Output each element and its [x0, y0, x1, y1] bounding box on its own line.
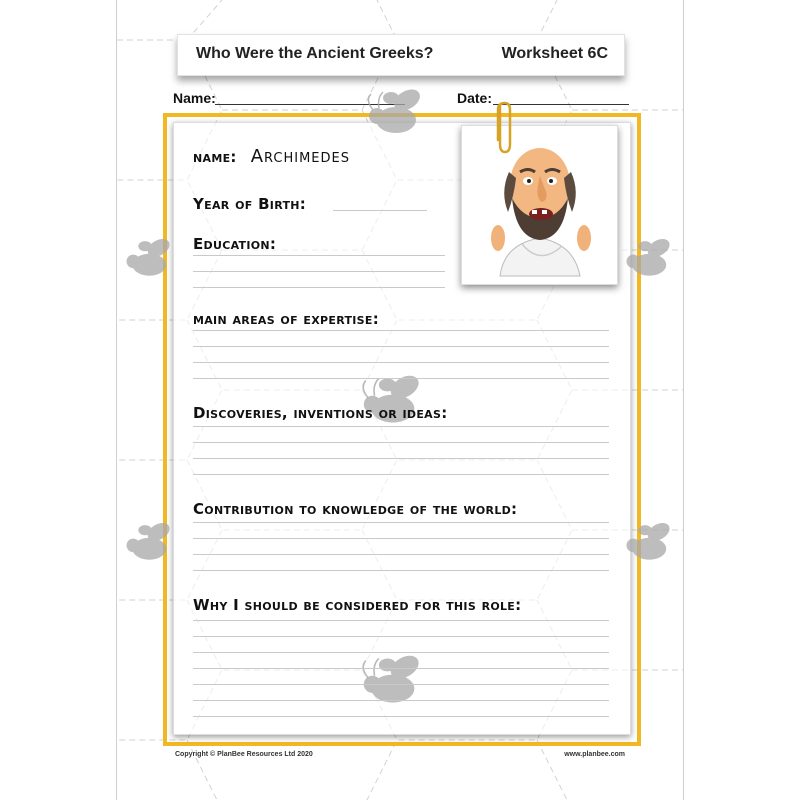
year-of-birth-line[interactable] — [333, 210, 427, 211]
worksheet-title: Who Were the Ancient Greeks? — [196, 45, 434, 62]
bee-icon — [121, 236, 181, 280]
why-considered-line[interactable] — [193, 700, 609, 701]
expertise-line[interactable] — [193, 330, 609, 331]
education-line[interactable] — [193, 271, 445, 272]
contribution-line[interactable] — [193, 554, 609, 555]
education-label: Education: — [193, 235, 277, 253]
why-considered-line[interactable] — [193, 652, 609, 653]
paperclip-icon — [493, 100, 515, 156]
expertise-line[interactable] — [193, 378, 609, 379]
profile-name-value: Archimedes — [250, 146, 350, 167]
worksheet-number: Worksheet 6C — [501, 45, 608, 62]
why-considered-label: Why I should be considered for this role: — [193, 596, 522, 614]
year-of-birth-label: Year of Birth: — [193, 195, 307, 213]
why-considered-line[interactable] — [193, 668, 609, 669]
bee-icon — [121, 520, 181, 564]
name-row — [193, 146, 350, 167]
education-line[interactable] — [193, 255, 445, 256]
worksheet-header — [177, 34, 625, 76]
contribution-line[interactable] — [193, 522, 609, 523]
copyright-text: Copyright © PlanBee Resources Ltd 2020 — [175, 751, 313, 758]
why-considered-line[interactable] — [193, 620, 609, 621]
discoveries-line[interactable] — [193, 442, 609, 443]
bee-icon — [363, 86, 433, 138]
archimedes-portrait — [462, 126, 617, 284]
expertise-label: main areas of expertise: — [193, 310, 380, 328]
website-link[interactable]: www.planbee.com — [564, 751, 625, 758]
contribution-line[interactable] — [193, 570, 609, 571]
discoveries-line[interactable] — [193, 474, 609, 475]
expertise-line[interactable] — [193, 362, 609, 363]
education-line[interactable] — [193, 287, 445, 288]
discoveries-line[interactable] — [193, 458, 609, 459]
discoveries-label: Discoveries, inventions or ideas: — [193, 404, 448, 422]
why-considered-line[interactable] — [193, 716, 609, 717]
why-considered-line[interactable] — [193, 636, 609, 637]
why-considered-line[interactable] — [193, 684, 609, 685]
discoveries-line[interactable] — [193, 426, 609, 427]
contribution-label: Contribution to knowledge of the world: — [193, 500, 518, 518]
profile-name-label: name: — [193, 148, 237, 166]
contribution-line[interactable] — [193, 538, 609, 539]
bee-icon — [621, 236, 681, 280]
bee-icon — [621, 520, 681, 564]
name-field-label: Name: — [173, 90, 216, 106]
expertise-line[interactable] — [193, 346, 609, 347]
portrait-photo — [461, 125, 618, 285]
worksheet-page — [116, 0, 684, 800]
date-field-label: Date: — [457, 90, 493, 106]
